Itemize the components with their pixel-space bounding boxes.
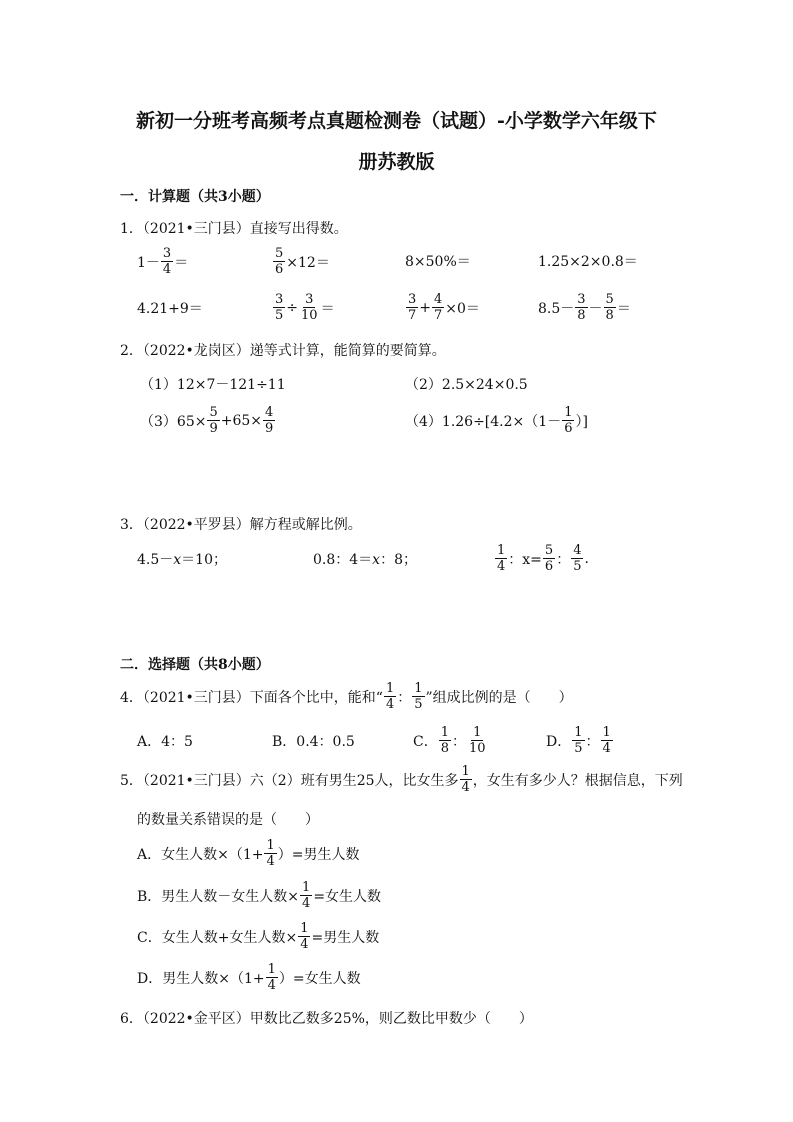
fraction: $\frac{5}{6}$ <box>544 543 554 574</box>
fraction: $\frac{1}{6}$ <box>564 405 573 436</box>
fraction: $\frac{1}{5}$ <box>574 725 583 756</box>
fraction: $\frac{1}{4}$ <box>300 921 309 952</box>
fraction: $\frac{5}{6}$ <box>275 246 284 277</box>
fraction: $\frac{1}{10}$ <box>469 725 486 756</box>
q1-r2c3: $\frac{3}{7}$ + $\frac{4}{7}$ ×0＝ <box>408 292 480 323</box>
q2-p2: （2）2.5×24×0.5 <box>405 377 528 393</box>
fraction: $\frac{3}{5}$ <box>275 292 284 323</box>
q2-p3: （3）65× $\frac{5}{9}$ +65× $\frac{4}{9}$ <box>140 405 274 436</box>
q1-stem: 1．（2021•三门县）直接写出得数。 <box>120 221 348 237</box>
fraction: $\frac{5}{9}$ <box>209 405 218 436</box>
q1-r1c4: 1.25×2×0.8＝ <box>538 254 638 270</box>
q4-stem: 4．（2021•三门县）下面各个比中，能和“ $\frac{1}{4}$ ： $\frac{1}{5}$ ”组成比例的是（ ） <box>120 681 573 712</box>
q1-r1c2: $\frac{5}{6}$ ×12＝ <box>275 246 330 277</box>
fraction: $\frac{4}{5}$ <box>573 543 582 574</box>
fraction: $\frac{5}{8}$ <box>605 292 614 323</box>
q3-e3: $\frac{1}{4}$ ：x= $\frac{5}{6}$ ： $\frac{4}{5}$ . <box>497 543 589 574</box>
page-title-line2: 册苏教版 <box>358 151 435 173</box>
fraction: $\frac{1}{4}$ <box>461 764 470 795</box>
section-heading-choice: 二．选择题（共8小题） <box>120 657 270 673</box>
q2-p4: （4）1.26÷[4.2×（1－ $\frac{1}{6}$ ）] <box>405 405 588 436</box>
fraction: $\frac{1}{4}$ <box>385 681 395 712</box>
q2-p1: （1）12×7－121÷11 <box>140 377 286 393</box>
fraction: $\frac{4}{9}$ <box>265 405 274 436</box>
q5-option-d: D．男生人数×（1+ $\frac{1}{4}$ ）=女生人数 <box>137 962 361 993</box>
q4-option-c: C． $\frac{1}{8}$ ： $\frac{1}{10}$ <box>413 725 486 756</box>
q1-r2c2: $\frac{3}{5}$ ÷ $\frac{3}{10}$ ＝ <box>275 292 335 323</box>
q1-r1c3: 8×50%＝ <box>405 254 471 270</box>
fraction: $\frac{4}{7}$ <box>434 292 443 323</box>
q1-r2c4: 8.5－ $\frac{3}{8}$ － $\frac{5}{8}$ ＝ <box>538 292 631 323</box>
q4-option-b: B．0.4：0.5 <box>272 734 355 750</box>
fraction: $\frac{3}{10}$ <box>301 292 318 323</box>
q3-e1: 4.5－x＝10； <box>137 552 227 568</box>
q4-option-a: A．4：5 <box>137 734 193 750</box>
q6-stem: 6．（2022•金平区）甲数比乙数多25%，则乙数比甲数少（ ） <box>120 1011 533 1027</box>
q1-r2c1: 4.21+9＝ <box>137 301 203 317</box>
fraction: $\frac{3}{7}$ <box>408 292 417 323</box>
fraction: $\frac{3}{4}$ <box>162 246 172 277</box>
q5-option-b: B．男生人数－女生人数× $\frac{1}{4}$ =女生人数 <box>137 880 382 911</box>
q5-stem: 5．（2021•三门县）六（2）班有男生25人，比女生多 $\frac{1}{4}$ ，女生有多少人？根据信息，下列 <box>120 764 683 795</box>
fraction: $\frac{3}{8}$ <box>577 292 586 323</box>
q1-r1c1: 1－ $\frac{3}{4}$ ＝ <box>137 246 189 277</box>
page-title: 新初一分班考高频考点真题检测卷（试题）-小学数学六年级下 <box>136 110 657 132</box>
fraction: $\frac{1}{4}$ <box>602 725 611 756</box>
fraction: $\frac{1}{4}$ <box>267 962 276 993</box>
fraction: $\frac{1}{4}$ <box>302 880 311 911</box>
q4-option-d: D． $\frac{1}{5}$ ： $\frac{1}{4}$ <box>546 725 611 756</box>
q3-e2: 0.8：4＝x：8； <box>313 552 417 568</box>
fraction: $\frac{1}{5}$ <box>414 681 423 712</box>
fraction: $\frac{1}{4}$ <box>497 543 506 574</box>
q3-stem: 3．（2022•平罗县）解方程或解比例。 <box>120 517 362 533</box>
fraction: $\frac{1}{8}$ <box>440 725 449 756</box>
q2-stem: 2．（2022•龙岗区）递等式计算，能简算的要简算。 <box>120 343 446 359</box>
section-heading-calc: 一．计算题（共3小题） <box>120 189 270 205</box>
q5-stem-line2: 的数量关系错误的是（ ） <box>137 812 319 828</box>
fraction: $\frac{1}{4}$ <box>266 838 275 869</box>
q5-option-c: C．女生人数+女生人数× $\frac{1}{4}$ =男生人数 <box>137 921 380 952</box>
q5-option-a: A．女生人数×（1+ $\frac{1}{4}$ ）=男生人数 <box>137 838 360 869</box>
